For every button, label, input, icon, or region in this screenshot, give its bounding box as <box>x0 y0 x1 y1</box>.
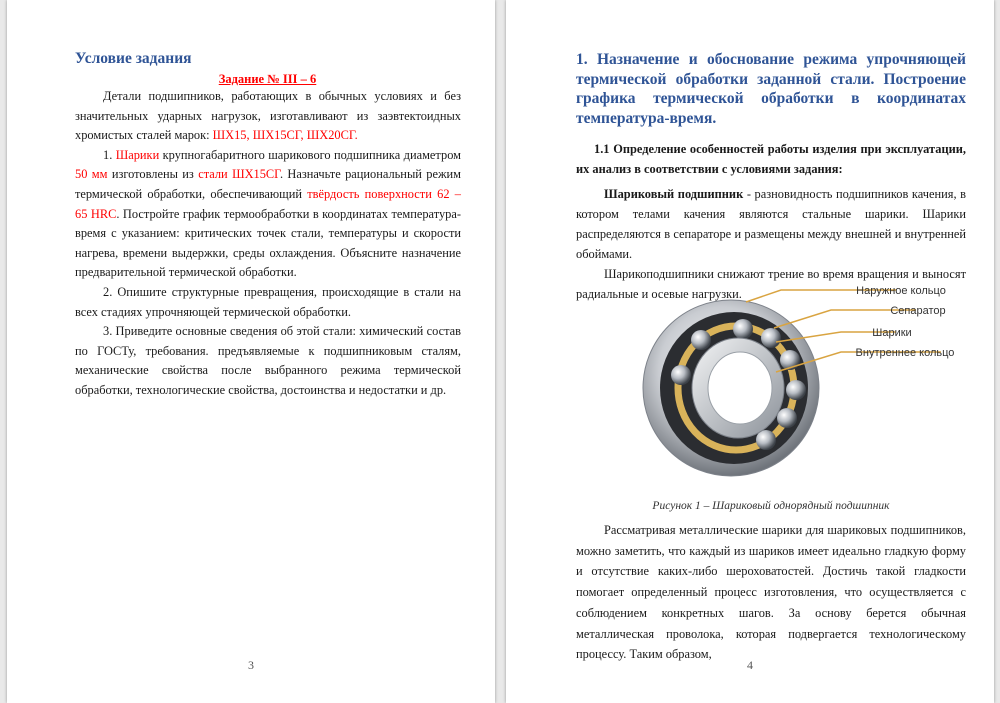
subsection-heading: 1.1 Определение особенностей работы изделия при эксплуатации, их анализ в соответствии с условиями задания: <box>576 142 966 176</box>
body-text: 1. <box>103 147 116 162</box>
bearing-term: Шариковый подшипник <box>604 187 744 201</box>
body-text: крупногабаритного шарикового подшипника диаметром <box>159 147 461 162</box>
bearing-definition-text: - разновидность подшипников качения, в котором телами качения являются стальные шарики. Шарики распределяются в сепараторе и размещены между внешней и внутренней обоймами. <box>576 187 967 261</box>
label-outer-ring: Наружное кольцо <box>856 285 946 297</box>
body-text: . Постройте график термообработки в координатах температура-время с указанием: критических точек стали, температуры и скорости нагрева, времени выдержки, среды охлаждения. Объясните назначение предварительной термической обработки. <box>75 206 461 280</box>
highlighted-text: твёрдость поверхности 62 – 65 HRC <box>75 186 461 221</box>
highlighted-text: Шарики <box>115 147 160 162</box>
manufacturing-paragraph: Рассматривая металлические шарики для шариковых подшипников, можно заметить, что каждый из шариков имеет идеально гладкую форму и отсутствие каких-либо шероховатостей. Достичь такой гладкости помогает определенный процесс изготовления, что осуществляется с соблюдением конкретных шагов. За основу берется обычная металлическая проволока, которая подвергается технологическому процессу. Таким образом, <box>576 523 966 662</box>
body-text: изготовлены из <box>107 167 199 182</box>
bearing-function: Шарикоподшипники снижают трение во время вращения и выносят радиальные и осевые нагрузки. <box>576 267 966 301</box>
page-number: 3 <box>248 658 254 672</box>
page-number: 4 <box>747 658 753 672</box>
task-item-3: 3. Приведите основные сведения об этой стали: химический состав по ГОСТу, требования. предъявляемые к подшипниковым сталям, механические свойства после выбранного режима термической обработки, технологические свойства, достоинства и недостатки и др. <box>75 324 461 397</box>
body-text: Детали подшипников, работающих в обычных условиях и без значительных ударных нагрузок, изготавливают из заэвтектоидных хромистых сталей марок: <box>75 89 461 143</box>
bearing-figure <box>626 280 966 495</box>
body-text: . Назначьте рациональный режим термической обработки, обеспечивающий <box>75 167 461 201</box>
task-body <box>75 87 461 401</box>
task-paragraph-intro <box>75 87 461 146</box>
page-3 <box>7 0 495 703</box>
label-balls: Шарики <box>872 327 912 339</box>
highlighted-text: 50 мм <box>75 167 108 182</box>
manufacturing-text <box>576 520 966 665</box>
highlighted-text: ШХ15, ШХ15СГ, ШХ20СГ. <box>212 128 358 143</box>
bearing-illustration <box>626 280 966 495</box>
task-item-2: 2. Опишите структурные превращения, происходящие в стали на всех стадиях упрочняющей термической обработки. <box>75 284 461 319</box>
page-4 <box>506 0 994 703</box>
label-inner-ring: Внутреннее кольцо <box>855 347 955 359</box>
bearing-definition <box>576 184 966 264</box>
task-item-1 <box>75 146 461 283</box>
section-heading-task: Условие задания <box>75 50 192 67</box>
figure-caption: Рисунок 1 – Шариковый однорядный подшипник <box>652 500 890 512</box>
label-separator: Сепаратор <box>890 305 946 317</box>
task-number-title: Задание № III – 6 <box>218 72 317 86</box>
highlighted-text: стали ШХ15СГ <box>198 167 280 182</box>
chapter-heading: 1. Назначение и обоснование режима упрочняющей термической обработки заданной стали. Построение графика термической обработки в координатах температура-время. <box>576 51 966 127</box>
